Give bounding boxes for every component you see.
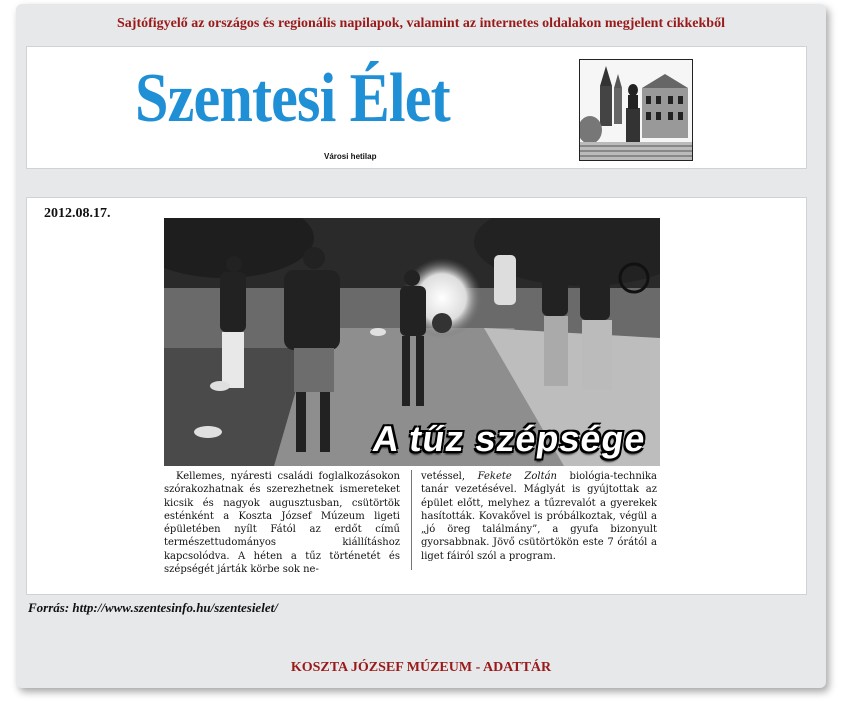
column-divider	[411, 470, 412, 570]
town-statue-illustration-icon	[579, 59, 693, 161]
column-2-text-b: biológia-technika tanár vezetésével. Máglyát is gyújtottak az épület előtt, melyhez a tűzrevalót a gyerekek hasították. Kovakővel is próbálkoztak, végül a „jó öreg találmány”, a gyufa bizonyult gyorsabbnak. Jövő csütörtökön este 7 órától a liget fáiról szól a program.	[421, 471, 657, 562]
newspaper-subtitle: Városi hetilap	[324, 152, 377, 161]
source-line: Forrás: http://www.szentesinfo.hu/szentesielet/	[28, 600, 278, 615]
page-frame	[16, 4, 826, 688]
teacher-name: Fekete Zoltán	[477, 471, 557, 482]
column-2-text-a: vetéssel,	[421, 471, 478, 482]
article-box	[26, 197, 807, 595]
article-column-2	[421, 470, 657, 563]
article-date: 2012.08.17.	[44, 206, 111, 221]
page-footer: KOSZTA JÓZSEF MÚZEUM - ADATTÁR	[290, 660, 552, 675]
photo-headline: A tűz szépsége	[370, 418, 649, 459]
newspaper-masthead	[26, 46, 807, 169]
page-header: Sajtófigyelő az országos és regionális napilapok, valamint az internetes oldalakon megjelent cikkekből	[117, 16, 725, 31]
article-column-1: Kellemes, nyáresti családi foglalkozásokon szórakozhatnak és szerezhetnek ismereteket kicsik és nagyok augusztusban, csütörtök esténként a Koszta József Múzeum ligeti épületében nyílt Fától az erdőt című természettudományos kiállításhoz kapcsolódva. A héten a tűz történetét és szépségét járták körbe sok ne-	[164, 471, 400, 576]
newspaper-title: Szentesi Élet	[135, 60, 450, 137]
article-photo	[164, 218, 660, 466]
